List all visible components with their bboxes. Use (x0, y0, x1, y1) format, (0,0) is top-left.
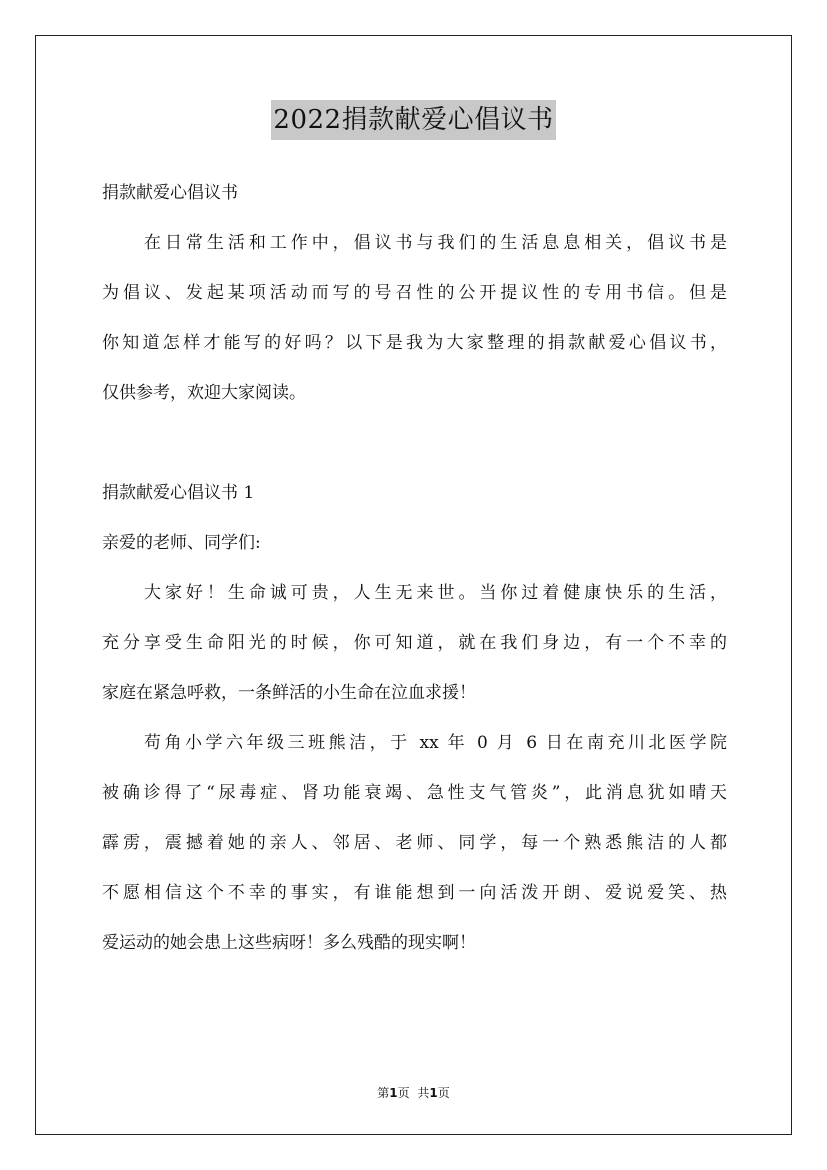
intro-line-3: 你知道怎样才能写的好吗？以下是我为大家整理的捐款献爱心倡议书， (102, 333, 727, 353)
intro-line-4: 仅供参考，欢迎大家阅读。 (102, 383, 306, 403)
total-suffix: 页 (437, 1086, 450, 1100)
paragraph2-line-5: 爱运动的她会患上这些病呀！多么残酷的现实啊！ (102, 933, 476, 953)
paragraph2-line-2: 被确诊得了“尿毒症、肾功能衰竭、急性支气管炎”，此消息犹如晴天 (102, 783, 727, 803)
document-body (102, 168, 727, 968)
page-suffix: 页 (397, 1086, 410, 1100)
intro-line-2: 为倡议、发起某项活动而写的号召性的公开提议性的专用书信。但是 (102, 283, 727, 303)
paragraph2-line-3: 霹雳，震撼着她的亲人、邻居、老师、同学，每一个熟悉熊洁的人都 (102, 833, 727, 853)
total-prefix: 共 (417, 1086, 430, 1100)
document-title: 2022捐款献爱心倡议书 (271, 100, 555, 140)
page-number: 1 (389, 1086, 398, 1100)
title-container (0, 100, 827, 140)
page-prefix: 第 (377, 1086, 390, 1100)
paragraph1-line-3: 家庭在紧急呼救，一条鲜活的小生命在泣血求援！ (102, 683, 476, 703)
total-pages: 1 (429, 1086, 438, 1100)
paragraph2-line-1: 苟角小学六年级三班熊洁，于 xx 年 0 月 6 日在南充川北医学院 (144, 733, 727, 753)
paragraph1-line-1: 大家好！生命诚可贵，人生无来世。当你过着健康快乐的生活， (144, 583, 727, 603)
paragraph2-line-4: 不愿相信这个不幸的事实，有谁能想到一向活泼开朗、爱说爱笑、热 (102, 883, 727, 903)
subtitle: 捐款献爱心倡议书 (102, 183, 238, 203)
salutation: 亲爱的老师、同学们: (102, 533, 261, 553)
section-title: 捐款献爱心倡议书 1 (102, 483, 255, 503)
intro-line-1: 在日常生活和工作中，倡议书与我们的生活息息相关，倡议书是 (144, 233, 727, 253)
page-footer (0, 1084, 827, 1101)
blank-line (102, 418, 727, 468)
paragraph1-line-2: 充分享受生命阳光的时候，你可知道，就在我们身边，有一个不幸的 (102, 633, 727, 653)
